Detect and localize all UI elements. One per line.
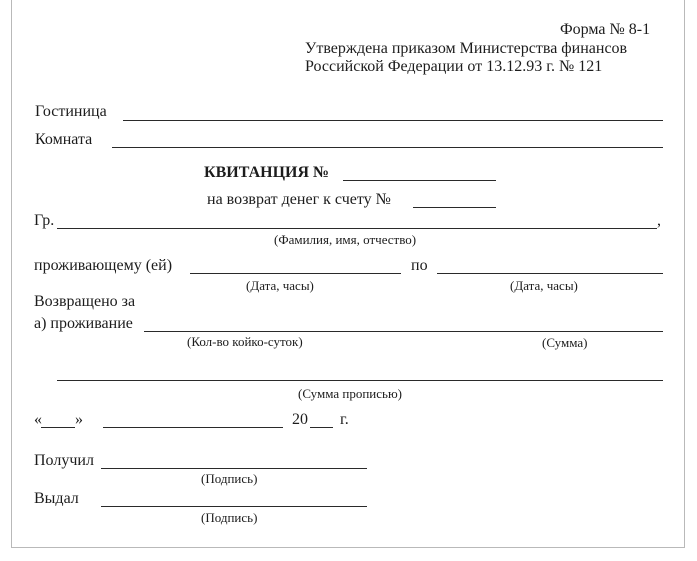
returned-label: Возвращено за [34,293,136,310]
year-field[interactable] [310,427,333,428]
issued-signature-field[interactable] [101,506,367,507]
approval-line-2: Российской Федерации от 13.12.93 г. № 121 [305,58,603,75]
citizen-name-field[interactable] [57,228,657,229]
bed-days-caption: (Кол-во койко-суток) [187,334,303,349]
receipt-title: КВИТАНЦИЯ № [204,164,330,181]
received-signature-caption: (Подпись) [201,471,258,486]
receipt-subtitle: на возврат денег к счету № [207,191,391,208]
residence-to-caption: (Дата, часы) [510,278,578,293]
date-quote-open: « [34,411,42,428]
received-signature-field[interactable] [101,468,367,469]
sum-caption: (Сумма) [542,335,588,350]
form-number: Форма № 8-1 [560,21,651,38]
issued-label: Выдал [34,490,79,507]
date-quote-close: » [75,411,83,428]
citizen-name-caption: (Фамилия, имя, отчество) [274,232,417,247]
residence-to-field[interactable] [437,273,663,274]
receipt-number-field[interactable] [343,180,496,181]
year-suffix: г. [340,411,349,428]
residence-to-label: по [411,257,428,274]
day-field[interactable] [41,427,75,428]
form-border [11,0,685,548]
room-label: Комната [35,131,93,148]
hotel-field[interactable] [123,120,663,121]
citizen-label: Гр. [34,212,55,229]
year-prefix: 20 [292,411,308,428]
residence-label: проживающему (ей) [34,257,173,274]
citizen-comma: , [657,212,661,229]
accommodation-field[interactable] [144,331,663,332]
issued-signature-caption: (Подпись) [201,510,258,525]
residence-from-field[interactable] [190,273,401,274]
hotel-label: Гостиница [35,103,107,120]
account-number-field[interactable] [413,207,496,208]
approval-line-1: Утверждена приказом Министерства финансов [305,40,628,57]
residence-from-caption: (Дата, часы) [246,278,314,293]
room-field[interactable] [112,147,663,148]
month-field[interactable] [103,427,283,428]
received-label: Получил [34,452,94,469]
sum-in-words-caption: (Сумма прописью) [298,386,402,401]
sum-in-words-field[interactable] [57,380,663,381]
accommodation-label: а) проживание [34,315,133,332]
